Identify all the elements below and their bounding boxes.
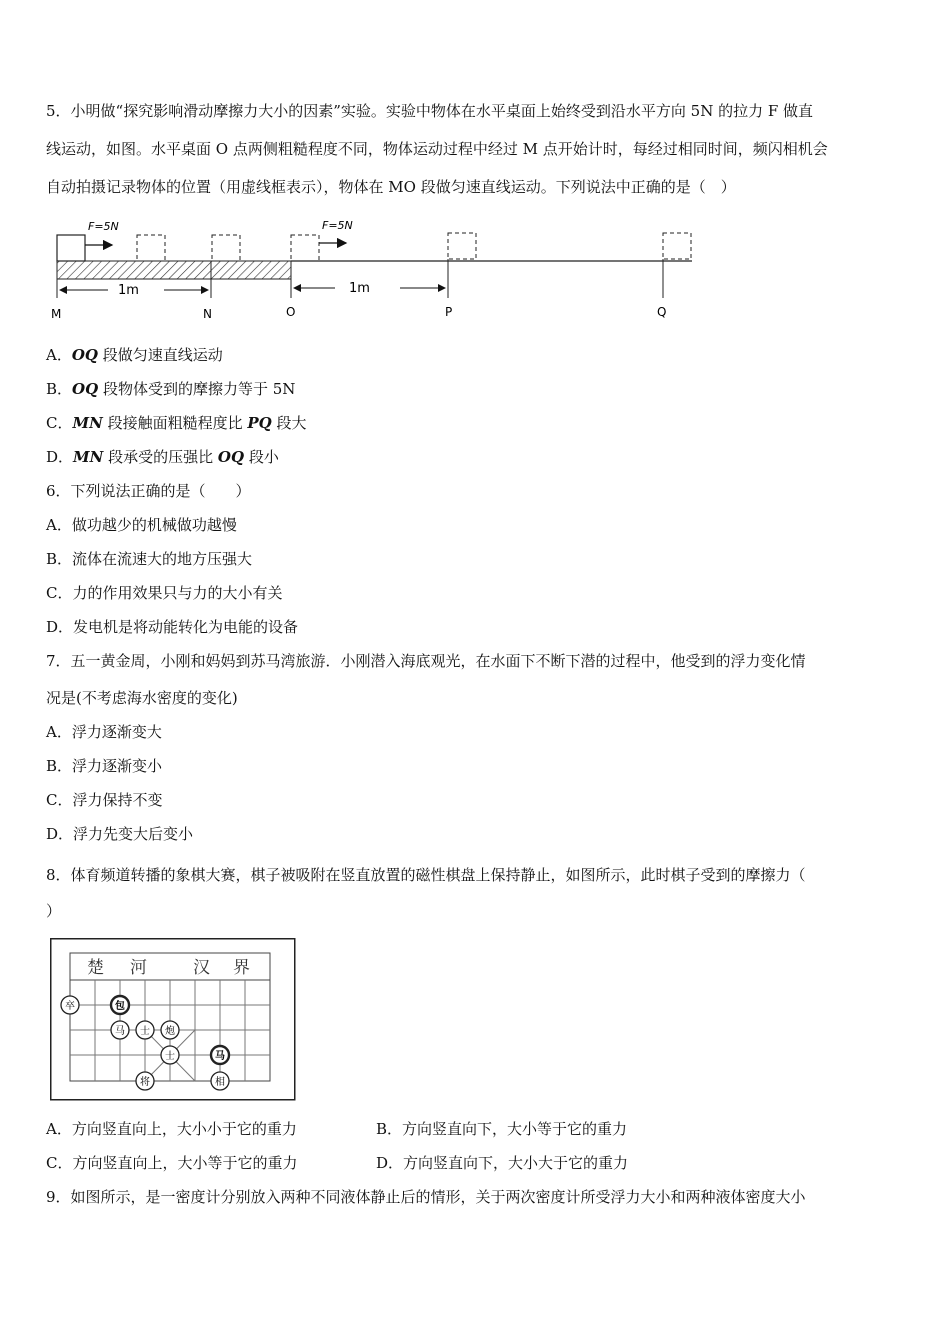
chess-piece-zu: [61, 996, 79, 1014]
chess-piece-shi-1: [136, 1021, 154, 1039]
point-label-q: Q: [657, 305, 667, 319]
block: [57, 235, 85, 261]
q6-option-c: C．力的作用效果只与力的大小有关: [46, 584, 283, 602]
chess-piece-shi-2: [161, 1046, 179, 1064]
chess-piece-ma-black: [211, 1046, 229, 1064]
q6-option-d: D．发电机是将动能转化为电能的设备: [46, 618, 299, 636]
rough-surface: [57, 261, 291, 279]
force-label-2: F=5N: [322, 219, 353, 232]
river-char-1: 楚: [87, 958, 104, 978]
q8-option-d: D．方向竖直向下，大小大于它的重力: [376, 1154, 629, 1172]
svg-text:士: 士: [140, 1026, 150, 1037]
q8-option-b: B．方向竖直向下，大小等于它的重力: [376, 1120, 628, 1138]
q7-option-a: A．浮力逐渐变大: [46, 723, 162, 741]
q5-stem-line3: 自动拍摄记录物体的位置（用虚线框表示），物体在 MO 段做匀速直线运动。下列说法中正确的是（ ）: [46, 178, 736, 196]
dashed-box-1: [137, 235, 165, 261]
q7-stem-line2: 况是(不考虑海水密度的变化): [46, 689, 238, 707]
point-label-p: P: [445, 305, 453, 319]
q5-stem-line2: 线运动，如图。水平桌面 O 点两侧粗糙程度不同，物体运动过程中经过 M 点开始计时，每经过相同时间，频闪相机会: [46, 140, 828, 158]
q5-option-a: A．OQ 段做匀速直线运动: [46, 346, 223, 364]
q5-figure: [40, 212, 720, 327]
svg-text:将: 将: [140, 1077, 150, 1088]
chessboard-figure: [50, 938, 296, 1102]
dashed-box-5: [663, 233, 691, 259]
point-label-m: M: [51, 307, 62, 321]
chess-piece-pao: [161, 1021, 179, 1039]
dashed-box-2: [212, 235, 240, 261]
q5-option-d: D．MN 段承受的压强比 OQ 段小: [46, 448, 279, 466]
chess-piece-ma-red: [111, 1021, 129, 1039]
q5-stem-line1: 5．小明做“探究影响滑动摩擦力大小的因素”实验。实验中物体在水平桌面上始终受到沿水平方向 5N 的拉力 F 做直: [46, 102, 814, 120]
point-label-o: O: [286, 305, 296, 319]
q6-option-b: B．流体在流速大的地方压强大: [46, 550, 253, 568]
q5-option-b: B．OQ 段物体受到的摩擦力等于 5N: [46, 380, 296, 398]
q6-stem: 6．下列说法正确的是（ ）: [46, 482, 251, 500]
chess-piece-xiang: [211, 1072, 229, 1090]
q6-option-a: A．做功越少的机械做功越慢: [46, 516, 237, 534]
q5-option-c: C．MN 段接触面粗糙程度比 PQ 段大: [46, 414, 307, 432]
q9-stem-line1: 9．如图所示，是一密度计分别放入两种不同液体静止后的情形，关于两次密度计所受浮力大小和两种液体密度大小: [46, 1188, 806, 1206]
svg-text:炮: 炮: [165, 1026, 175, 1037]
q7-option-c: C．浮力保持不变: [46, 791, 163, 809]
distance-label-2: 1m: [349, 281, 370, 296]
dashed-box-3: [291, 235, 319, 261]
force-label-1: F=5N: [88, 220, 119, 233]
dashed-box-4: [448, 233, 476, 259]
river-char-4: 界: [233, 958, 250, 978]
river-char-3: 汉: [193, 958, 210, 978]
q7-stem-line1: 7．五一黄金周，小刚和妈妈到苏马湾旅游．小刚潜入海底观光，在水面下不断下潜的过程中，他受到的浮力变化情: [46, 652, 806, 670]
svg-text:马: 马: [115, 1026, 125, 1037]
q7-option-b: B．浮力逐渐变小: [46, 757, 163, 775]
q7-option-d: D．浮力先变大后变小: [46, 825, 194, 843]
chess-piece-bao: [111, 996, 129, 1014]
svg-text:士: 士: [165, 1051, 175, 1062]
svg-text:卒: 卒: [65, 1001, 75, 1012]
svg-text:马: 马: [215, 1051, 225, 1062]
svg-text:包: 包: [115, 1001, 125, 1012]
q8-stem-line2: ）: [46, 902, 62, 920]
q8-option-a: A．方向竖直向上，大小小于它的重力: [46, 1120, 297, 1138]
svg-text:相: 相: [215, 1077, 225, 1088]
river-char-2: 河: [130, 958, 147, 978]
q8-stem-line1: 8．体育频道转播的象棋大赛，棋子被吸附在竖直放置的磁性棋盘上保持静止，如图所示，此时棋子受到的摩擦力（: [46, 866, 806, 884]
chess-piece-jiang: [136, 1072, 154, 1090]
point-label-n: N: [203, 307, 212, 321]
q8-option-c: C．方向竖直向上，大小等于它的重力: [46, 1154, 298, 1172]
distance-label-1: 1m: [118, 283, 139, 298]
